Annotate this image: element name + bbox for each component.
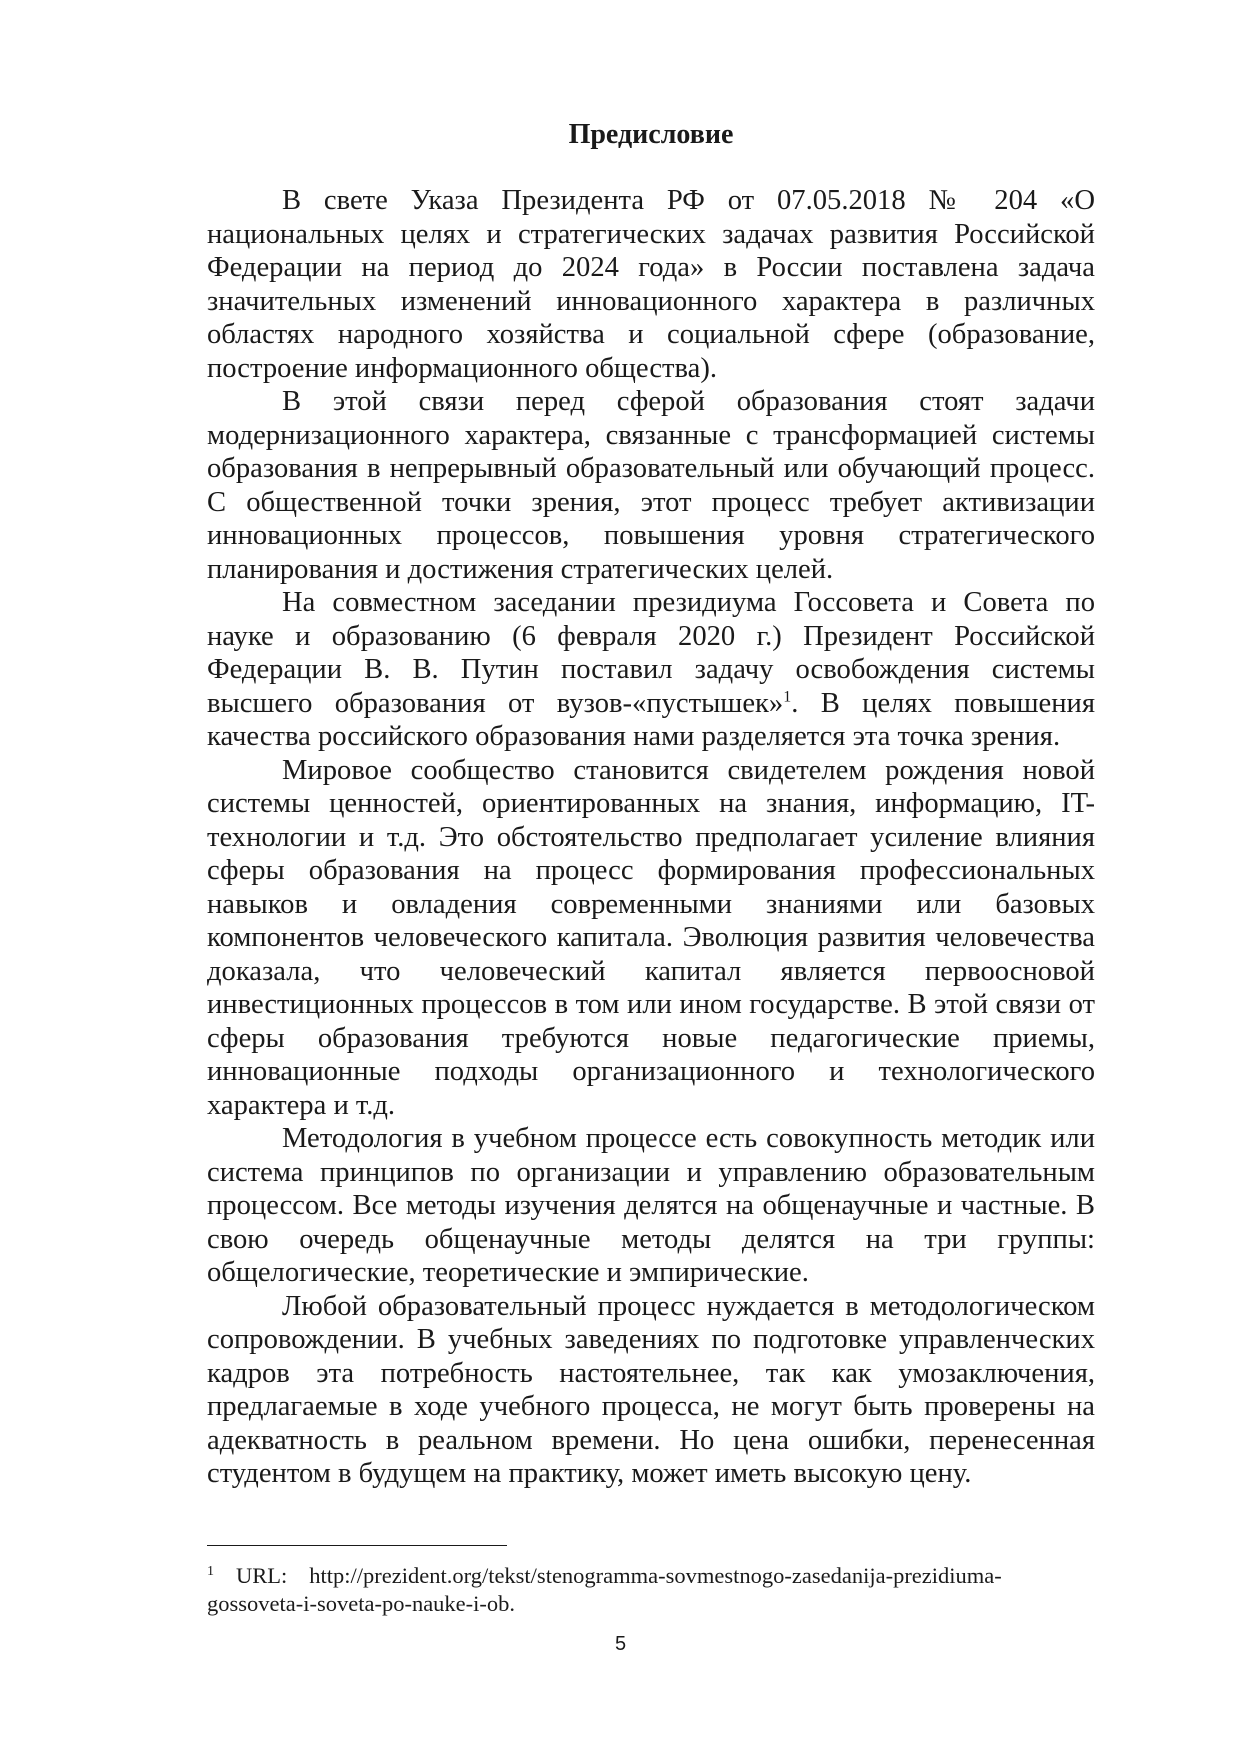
footnote-divider — [207, 1545, 507, 1546]
footnote-reference[interactable]: 1 — [783, 687, 792, 705]
footnote-mark: 1 — [207, 1563, 214, 1579]
paragraph-3 — [207, 586, 1095, 754]
paragraph-4: Мировое сообщество становится свидетелем рождения новой системы ценностей, ориентированных на знания, информацию, IT-технологии и т.д. Это обстоятельство предполагает усиление влияния сферы образования на процесс формирования профессиональных навыков и овладения современными знаниями или базовых компонентов человеческого капитала. Эволюция развития человечества доказала, что человеческий капитал является первоосновой инвестиционных процессов в том или ином государстве. В этой связи от сферы образования требуются новые педагогические приемы, инновационные подходы организационного и технологического характера и т.д. — [207, 754, 1095, 1121]
paragraph-1: В свете Указа Президента РФ от 07.05.2018 № 204 «О национальных целях и стратегических задачах развития Российской Федерации на период до 2024 года» в России поставлена задача значительных изменений инновационного характера в различных областях народного хозяйства и социальной сфере (образование, построение информационного общества). — [207, 185, 1095, 384]
footnote-url[interactable]: http://prezident.org/tekst/stenogramma-sovmestnogo-zasedanija-prezidiuma-gossoveta-i-soveta-po-nauke-i-ob. — [207, 1563, 1002, 1616]
paragraph-5: Методология в учебном процессе есть совокупность методик или система принципов по организации и управлению образовательным процессом. Все методы изучения делятся на общенаучные и частные. В свою очередь общенаучные методы делятся на три группы: общелогические, теоретические и эмпирические. — [207, 1123, 1095, 1288]
body-text — [207, 184, 1095, 1491]
paragraph-6: Любой образовательный процесс нуждается в методологическом сопровождении. В учебных заведениях по подготовке управленческих кадров эта потребность настоятельнее, так как умозаключения, предлагаемые в ходе учебного процесса, не могут быть проверены на адекватность в реальном времени. Но цена ошибки, перенесенная студентом в будущем на практику, может иметь высокую цену. — [207, 1290, 1095, 1489]
paragraph-3-text-after-note: . В целях повышения качества российского образования нами разделяется эта точка зрения. — [207, 687, 1096, 752]
footnote-label: URL: — [236, 1563, 288, 1588]
page-title: Предисловие — [568, 119, 734, 150]
paragraph-2: В этой связи перед сферой образования стоят задачи модернизационного характера, связанные с трансформацией системы образования в непрерывный образовательный или обучающий процесс. С общественной точки зрения, этот процесс требует активизации инновационных процессов, повышения уровня стратегического планирования и достижения стратегических целей. — [207, 386, 1095, 585]
footnote — [207, 1562, 1095, 1618]
paragraph-3-text-before-note: На совместном заседании президиума Госсовета и Совета по науке и образованию (6 февраля 2020 г.) Президент Российской Федерации В. В. Путин поставил задачу освобождения системы высшего образования от вузов-«пустышек» — [207, 587, 1095, 719]
page-number: 5 — [614, 1633, 627, 1655]
